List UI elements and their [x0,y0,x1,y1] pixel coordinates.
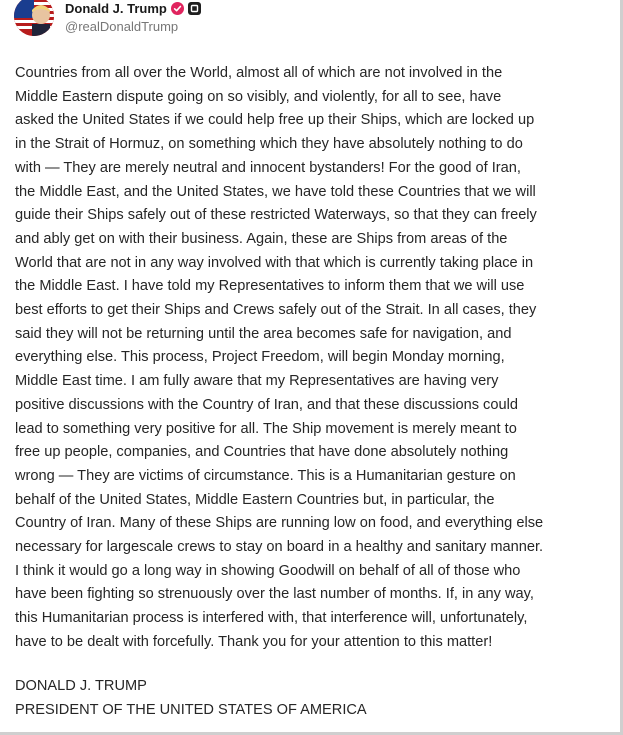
post-signature [15,675,367,722]
signature-name: DONALD J. TRUMP [15,678,147,694]
post-body-text: Countries from all over the World, almost all of which are not involved in the Middle Eastern dispute going on so visibly, and violently, for all to see, have asked the United States if we could help free up their Ships, which are locked up in the Strait of Hormuz, on something which they have absolutely nothing to do with — They are merely neutral and innocent bystanders! For the good of Iran, the Middle East, and the United States, we have told these Countries that we will guide their Ships safely out of these restricted Waterways, so that they can freely and ably get on with their business. Again, these are Ships from areas of the World that are not in any way involved with that which is currently taking place in the Middle East. I have told my Representatives to inform them that we will use best efforts to get their Ships and Crews safely out of the Strait. In all cases, they said they will not be returning until the area becomes safe for navigation, and everything else. This process, Project Freedom, will begin Monday morning, Middle East time. I am fully aware that my Representatives are having very positive discussions with the Country of Iran, and that these discussions could lead to something very positive for all. The Ship movement is merely meant to free up people, companies, and Countries that have done absolutely nothing wrong — They are victims of circumstance. This is a Humanitarian gesture on behalf of the United States, Middle Eastern Countries but, in particular, the Country of Iran. Many of these Ships are running low on food, and everything else necessary for largescale crews to stay on board in a healthy and sanitary manner. I think it would go a long way in showing Goodwill on behalf of all of those who have been fighting so strenuously over the last number of months. If, in any way, this Humanitarian process is interfered with, that interference will, unfortunately, have to be dealt with forcefully. Thank you for your attention to this matter! [15,65,544,650]
avatar[interactable] [14,0,54,36]
platform-badge-icon [188,2,201,15]
avatar-image [14,0,54,36]
author-handle[interactable]: @realDonaldTrump [65,19,179,34]
verified-badge-icon [171,2,184,15]
post-header [14,0,594,42]
author-name-row [65,1,201,16]
author-display-name[interactable]: Donald J. Trump [65,1,167,16]
signature-title: PRESIDENT OF THE UNITED STATES OF AMERICA [15,701,367,718]
